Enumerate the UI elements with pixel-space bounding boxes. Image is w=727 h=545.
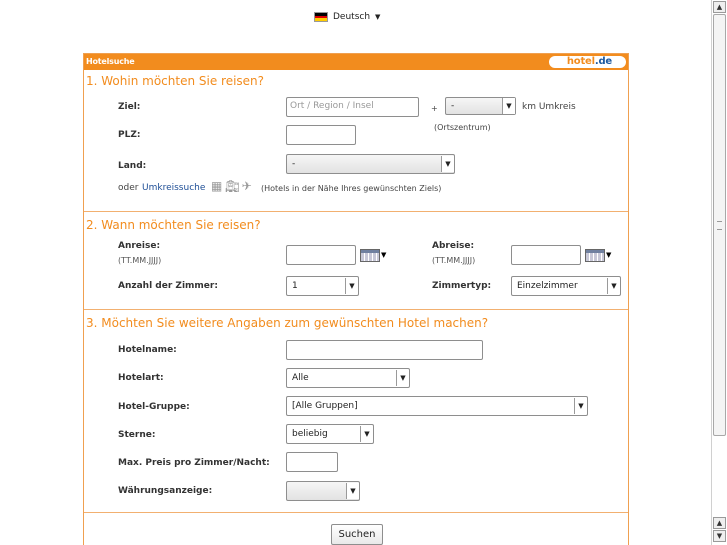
scroll-up-icon[interactable]: ▲ <box>713 1 726 13</box>
german-flag-icon <box>314 12 328 22</box>
arrival-calendar-button[interactable] <box>360 248 388 262</box>
scrollbar-thumb[interactable] <box>713 14 726 436</box>
departure-calendar-button[interactable] <box>585 248 613 262</box>
stars-select[interactable] <box>286 424 374 444</box>
country-value: - <box>292 159 296 169</box>
nearby-note: (Hotels in der Nähe Ihres gewünschten Ziels) <box>261 184 442 193</box>
search-button[interactable]: Suchen <box>331 524 383 545</box>
train-icon: 🚉︎ <box>224 179 240 193</box>
rooms-label: Anzahl der Zimmer: <box>118 281 218 291</box>
preis-label: Max. Preis pro Zimmer/Nacht: <box>118 458 270 468</box>
divider <box>84 512 628 513</box>
calendar-icon <box>585 249 605 262</box>
vertical-scrollbar[interactable] <box>711 0 727 545</box>
calendar-icon <box>360 249 380 262</box>
chevron-down-icon: ▼ <box>607 278 620 294</box>
plz-input[interactable] <box>286 125 356 145</box>
anreise-format: (TT.MM.JJJJ) <box>118 256 162 265</box>
chevron-down-icon: ▼ <box>441 156 454 172</box>
sterne-label: Sterne: <box>118 430 156 440</box>
radius-value: - <box>451 101 455 111</box>
rooms-select[interactable] <box>286 276 359 296</box>
roomtype-label: Zimmertyp: <box>432 281 492 291</box>
panel-title: Hotelsuche <box>86 57 135 66</box>
radius-select[interactable] <box>445 97 516 115</box>
waehrung-label: Währungsanzeige: <box>118 486 213 496</box>
hotel-group-value: [Alle Gruppen] <box>292 401 358 411</box>
destination-input[interactable]: Ort / Region / Insel <box>286 97 419 117</box>
panel-titlebar <box>84 54 628 70</box>
chevron-down-icon: ▼ <box>381 251 387 259</box>
roomtype-value: Einzelzimmer <box>517 281 578 291</box>
hotel-type-value: Alle <box>292 373 309 383</box>
hotel-type-select[interactable] <box>286 368 410 388</box>
nearby-icons <box>211 179 252 193</box>
scroll-down-icon[interactable]: ▼ <box>713 530 726 542</box>
radius-note: (Ortszentrum) <box>434 123 491 132</box>
map-icon: ▦ <box>211 179 223 193</box>
departure-date-input[interactable] <box>511 245 581 265</box>
divider <box>84 211 628 212</box>
land-label: Land: <box>118 161 147 171</box>
grip-icon <box>717 221 722 230</box>
plz-label: PLZ: <box>118 130 141 140</box>
language-label: Deutsch <box>333 12 371 22</box>
chevron-down-icon: ▼ <box>375 13 381 21</box>
nearby-prefix: oder <box>118 183 139 193</box>
chevron-down-icon: ▼ <box>345 278 358 294</box>
chevron-down-icon: ▼ <box>346 483 359 499</box>
chevron-down-icon: ▼ <box>574 398 587 414</box>
arrival-date-input[interactable] <box>286 245 356 265</box>
hotel-search-panel <box>83 53 629 545</box>
scroll-up-icon[interactable]: ▲ <box>713 517 726 529</box>
airplane-icon: ✈︎ <box>241 179 252 193</box>
chevron-down-icon: ▼ <box>606 251 612 259</box>
rooms-value: 1 <box>292 281 298 291</box>
anreise-label: Anreise: <box>118 241 161 251</box>
max-price-input[interactable] <box>286 452 338 472</box>
hotelname-input[interactable] <box>286 340 483 360</box>
language-selector[interactable] <box>314 12 380 22</box>
hotelname-label: Hotelname: <box>118 345 177 355</box>
chevron-down-icon: ▼ <box>396 370 409 386</box>
divider <box>84 309 628 310</box>
abreise-label: Abreise: <box>432 241 475 251</box>
section-details-title: 3. Möchten Sie weitere Angaben zum gewünschten Hotel machen? <box>86 316 489 330</box>
roomtype-select[interactable] <box>511 276 621 296</box>
hotel-group-select[interactable] <box>286 396 588 416</box>
abreise-format: (TT.MM.JJJJ) <box>432 256 476 265</box>
hotel-de-logo: hotel.de <box>549 56 626 68</box>
radius-unit: km Umkreis <box>522 102 576 112</box>
section-dates-title: 2. Wann möchten Sie reisen? <box>86 218 261 232</box>
ziel-label: Ziel: <box>118 102 141 112</box>
hotelart-label: Hotelart: <box>118 373 164 383</box>
chevron-down-icon: ▼ <box>360 426 373 442</box>
chevron-down-icon: ▼ <box>502 98 515 114</box>
stars-value: beliebig <box>292 429 328 439</box>
nearby-search-link[interactable]: Umkreissuche <box>142 183 206 193</box>
section-destination-title: 1. Wohin möchten Sie reisen? <box>86 74 265 88</box>
gruppe-label: Hotel-Gruppe: <box>118 402 190 412</box>
country-select[interactable] <box>286 154 455 174</box>
plus-sign: + <box>431 104 438 113</box>
currency-select[interactable] <box>286 481 360 501</box>
